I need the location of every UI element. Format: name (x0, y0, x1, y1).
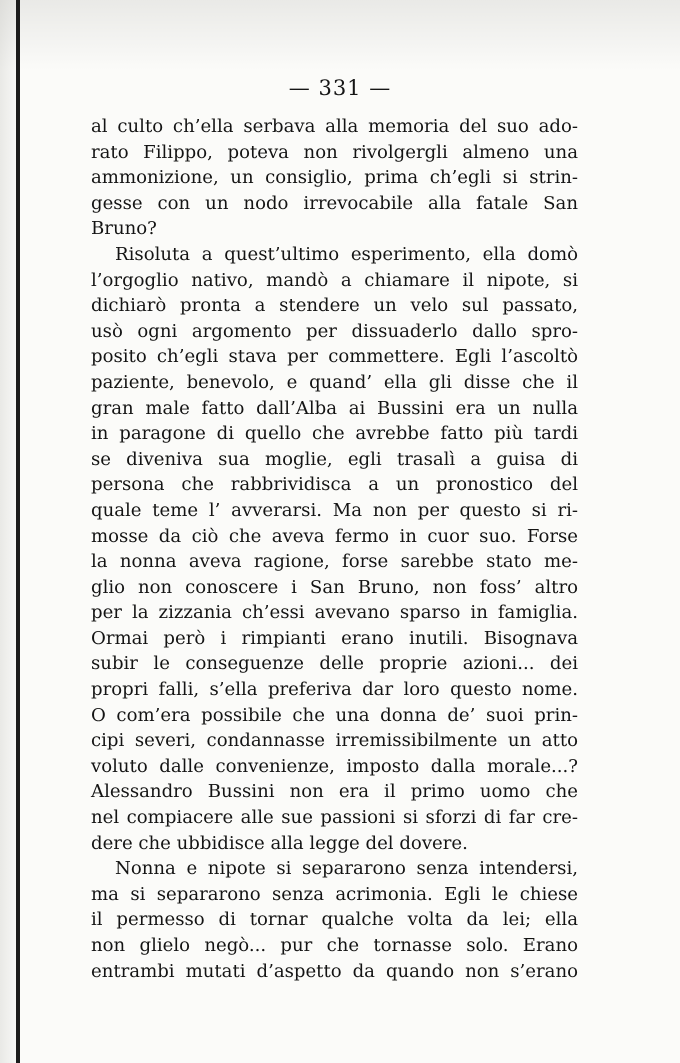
text-line: Risoluta a quest’ultimo esperimento, ella domò (115, 243, 578, 265)
text-line: gesse con un nodo irrevocabile alla fatale San (91, 192, 578, 214)
text-line: l’orgoglio nativo, mandò a chiamare il nipote, si (91, 269, 578, 291)
binding-edge (16, 0, 20, 1063)
text-line: voluto dalle convenienze, imposto dalla morale...? (91, 755, 578, 777)
text-line: entrambi mutati d’aspetto da quando non s’erano (91, 960, 578, 982)
page-number: — 331 — (288, 76, 392, 100)
text-line: subir le conseguenze delle proprie azioni... dei (91, 653, 578, 675)
text-line: Nonna e nipote si separarono senza intendersi, (115, 858, 578, 880)
text-line: in paragone di quello che avrebbe fatto più tardi (91, 423, 578, 445)
text-line: rato Filippo, poteva non rivolgergli almeno una (91, 141, 578, 163)
text-line: non glielo negò... pur che tornasse solo. Erano (91, 935, 578, 956)
text-line: quale teme l’ avverarsi. Ma non per questo si ri- (91, 499, 578, 521)
text-line: al culto ch’ella serbava alla memoria del suo ado- (91, 116, 578, 137)
scan-top-shade (0, 0, 680, 70)
text-line: dere che ubbidisce alla legge del dovere. (91, 832, 468, 854)
text-line: per la zizzania ch’essi avevano sparso in famiglia. (91, 602, 578, 624)
text-line: Ormai però i rimpianti erano inutili. Bisognava (91, 627, 578, 649)
text-line: propri falli, s’ella preferiva dar loro questo nome. (91, 679, 578, 701)
text-line: posito ch’egli stava per commettere. Egli l’ascoltò (91, 346, 578, 368)
text-line: paziente, benevolo, e quand’ ella gli disse che il (91, 371, 578, 393)
text-line: ammonizione, un consiglio, prima ch’egli si strin- (91, 167, 578, 189)
text-line: il permesso di tornar qualche volta da lei; ella (91, 909, 578, 931)
text-line: O com’era possibile che una donna de’ suoi prin- (91, 704, 578, 726)
page-gutter (0, 0, 16, 1063)
text-line: Bruno? (91, 218, 157, 240)
text-line: glio non conoscere i San Bruno, non foss’ altro (91, 576, 578, 598)
text-line: gran male fatto dall’Alba ai Bussini era un nulla (91, 397, 578, 419)
text-line: nel compiacere alle sue passioni si sforzi di far cre- (91, 807, 578, 829)
text-line: usò ogni argomento per dissuaderlo dallo spro- (91, 320, 578, 342)
body-text (91, 114, 578, 984)
text-line: la nonna aveva ragione, forse sarebbe stato me- (91, 551, 578, 573)
text-line: persona che rabbrividisca a un pronostico del (91, 474, 578, 496)
text-line: dichiarò pronta a stendere un velo sul passato, (91, 295, 578, 317)
text-line: mosse da ciò che aveva fermo in cuor suo. Forse (91, 525, 578, 547)
text-line: cipi severi, condannasse irremissibilmente un atto (91, 730, 578, 752)
text-line: Alessandro Bussini non era il primo uomo che (91, 781, 578, 803)
text-line: ma si separarono senza acrimonia. Egli le chiese (91, 883, 578, 905)
text-line: se diveniva sua moglie, egli trasalì a guisa di (91, 448, 578, 470)
